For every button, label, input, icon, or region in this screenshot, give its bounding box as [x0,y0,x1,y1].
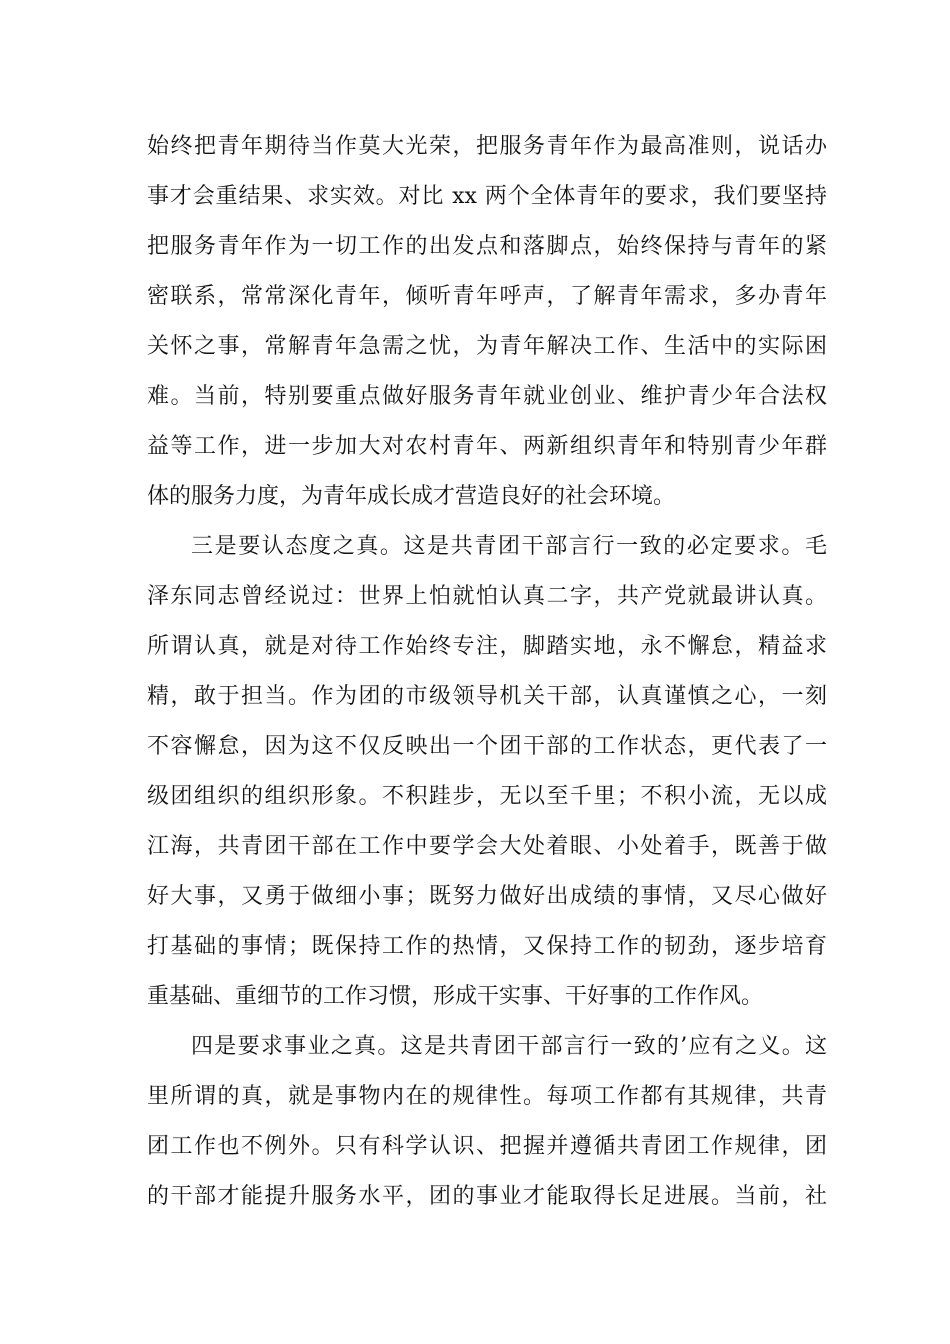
text-line: 事才会重结果、求实效。对比 xx 两个全体青年的要求，我们要坚持 [147,184,827,209]
text-line: 江海，共青团干部在工作中要学会大处着眼、小处着手，既善于做 [147,834,827,859]
text-line: 打基础的事情；既保持工作的热情，又保持工作的韧劲，逐步培育 [147,934,827,959]
text-line: 精，敢于担当。作为团的市级领导机关干部，认真谨慎之心，一刻 [147,684,827,709]
text-line: 级团组织的组织形象。不积跬步，无以至千里；不积小流，无以成 [147,784,827,809]
text-line: 好大事，又勇于做细小事；既努力做好出成绩的事情，又尽心做好 [147,884,827,909]
text-line: 始终把青年期待当作莫大光荣，把服务青年作为最高准则，说话办 [147,134,827,159]
text-line: 难。当前，特别要重点做好服务青年就业创业、维护青少年合法权 [147,384,827,409]
paragraph-start-line: 三是要认态度之真。这是共青团干部言行一致的必定要求。毛 [191,534,827,559]
text-line: 密联系，常常深化青年，倾听青年呼声，了解青年需求，多办青年 [147,284,827,309]
text-line: 里所谓的真，就是事物内在的规律性。每项工作都有其规律，共青 [147,1084,827,1109]
text-line: 不容懈怠，因为这不仅反映出一个团干部的工作状态，更代表了一 [147,734,827,759]
text-line: 关怀之事，常解青年急需之忧，为青年解决工作、生活中的实际困 [147,334,827,359]
text-line: 的干部才能提升服务水平，团的事业才能取得长足进展。当前，社 [147,1184,827,1209]
text-line: 体的服务力度，为青年成长成才营造良好的社会环境。 [147,484,676,509]
text-line: 益等工作，进一步加大对农村青年、两新组织青年和特别青少年群 [147,434,827,459]
body-text [147,122,827,1222]
paragraph-start-line: 四是要求事业之真。这是共青团干部言行一致的’应有之义。这 [191,1034,827,1059]
text-line: 所谓认真，就是对待工作始终专注，脚踏实地，永不懈怠，精益求 [147,634,827,659]
text-line: 泽东同志曾经说过：世界上怕就怕认真二字，共产党就最讲认真。 [147,584,827,609]
text-line: 团工作也不例外。只有科学认识、把握并遵循共青团工作规律，团 [147,1134,827,1159]
text-line: 重基础、重细节的工作习惯，形成干实事、干好事的工作作风。 [147,984,764,1009]
text-line: 把服务青年作为一切工作的出发点和落脚点，始终保持与青年的紧 [147,234,827,259]
